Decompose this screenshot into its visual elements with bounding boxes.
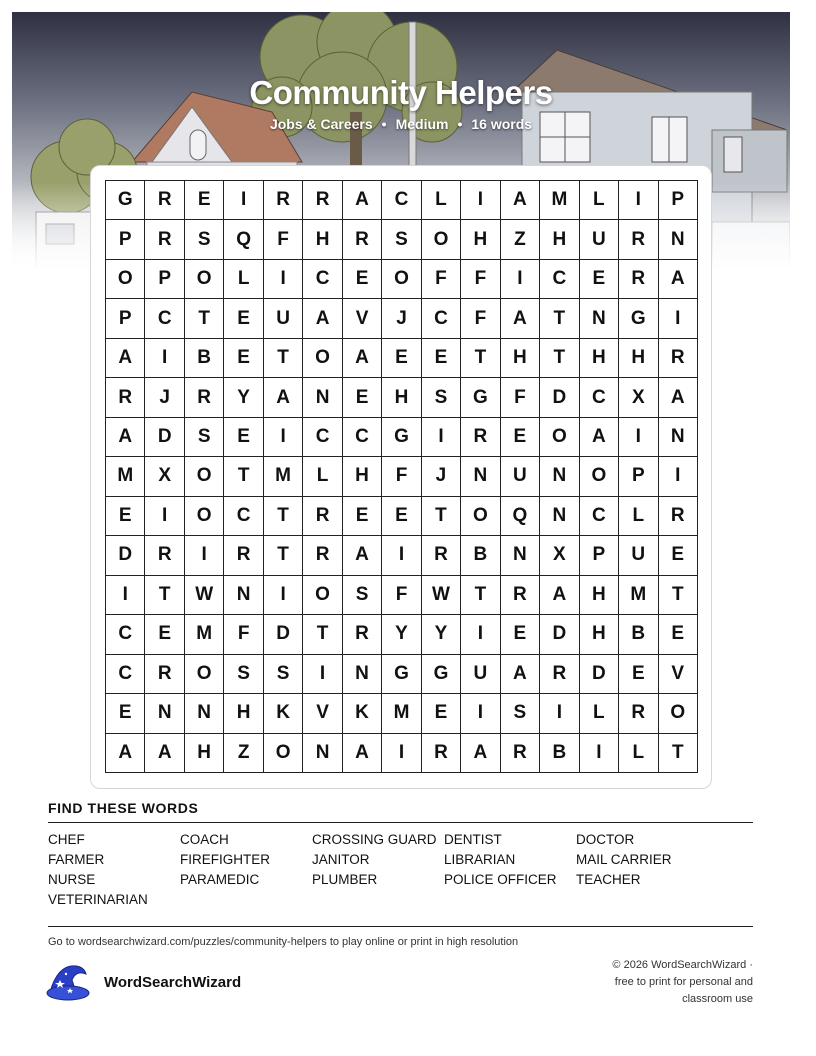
category-label: Jobs & Careers (269, 116, 373, 132)
grid-cell[interactable]: R (422, 536, 461, 575)
word-list-item: NURSE (48, 872, 96, 887)
grid-cell[interactable]: A (343, 181, 382, 220)
grid-cell[interactable]: T (145, 576, 184, 615)
grid-cell[interactable]: B (185, 339, 224, 378)
grid-cell[interactable]: D (145, 418, 184, 457)
grid-cell[interactable]: E (145, 615, 184, 654)
grid-cell[interactable]: C (382, 181, 421, 220)
grid-cell[interactable]: I (145, 339, 184, 378)
grid-cell[interactable]: H (461, 220, 500, 259)
grid-cell[interactable]: R (501, 576, 540, 615)
grid-cell[interactable]: I (659, 299, 698, 338)
grid-cell[interactable]: H (580, 615, 619, 654)
grid-cell[interactable]: H (224, 694, 263, 733)
grid-cell[interactable]: F (224, 615, 263, 654)
grid-cell[interactable]: X (619, 378, 658, 417)
grid-cell[interactable]: C (540, 260, 579, 299)
grid-cell[interactable]: O (422, 220, 461, 259)
grid-cell[interactable]: Y (382, 615, 421, 654)
word-list-item: LIBRARIAN (444, 852, 516, 867)
grid-cell[interactable]: I (461, 181, 500, 220)
grid-cell[interactable]: I (303, 655, 342, 694)
grid-cell[interactable]: N (303, 734, 342, 773)
grid-cell[interactable]: T (224, 457, 263, 496)
grid-cell[interactable]: E (224, 418, 263, 457)
word-list-item: COACH (180, 832, 229, 847)
grid-cell[interactable]: G (382, 418, 421, 457)
grid-cell[interactable]: E (382, 339, 421, 378)
grid-cell[interactable]: I (619, 418, 658, 457)
grid-cell[interactable]: I (264, 576, 303, 615)
grid-cell[interactable]: R (303, 497, 342, 536)
grid-cell[interactable]: C (303, 418, 342, 457)
word-count-label: 16 words (471, 116, 533, 132)
word-list-item: DENTIST (444, 832, 502, 847)
grid-cell[interactable]: A (106, 339, 145, 378)
grid-cell[interactable]: M (540, 181, 579, 220)
play-online-link[interactable]: Go to wordsearchwizard.com/puzzles/community-helpers to play online or print in high resolution (48, 936, 519, 948)
grid-cell[interactable]: S (343, 576, 382, 615)
grid-cell[interactable]: J (382, 299, 421, 338)
grid-cell[interactable]: L (619, 734, 658, 773)
wizard-hat-icon (46, 962, 92, 1002)
grid-cell[interactable]: L (422, 181, 461, 220)
grid-cell[interactable]: Q (501, 497, 540, 536)
grid-cell[interactable]: T (264, 497, 303, 536)
grid-cell[interactable]: M (382, 694, 421, 733)
grid-cell[interactable]: T (659, 734, 698, 773)
grid-cell[interactable]: T (264, 339, 303, 378)
grid-cell[interactable]: C (106, 615, 145, 654)
grid-cell[interactable]: H (619, 339, 658, 378)
grid-cell[interactable]: E (619, 655, 658, 694)
grid-cell[interactable]: A (145, 734, 184, 773)
grid-cell[interactable]: O (303, 576, 342, 615)
grid-cell[interactable]: M (106, 457, 145, 496)
grid-cell[interactable]: U (264, 299, 303, 338)
copyright-line: free to print for personal and (614, 976, 753, 988)
grid-cell[interactable]: O (264, 734, 303, 773)
grid-cell[interactable]: S (185, 418, 224, 457)
word-list-item: FIREFIGHTER (180, 852, 270, 867)
grid-cell[interactable]: F (461, 299, 500, 338)
grid-cell[interactable]: E (382, 497, 421, 536)
grid-cell[interactable]: A (501, 299, 540, 338)
grid-cell[interactable]: R (185, 378, 224, 417)
grid-cell[interactable]: I (540, 694, 579, 733)
grid-cell[interactable]: R (619, 694, 658, 733)
grid-cell[interactable]: E (659, 536, 698, 575)
word-list-item: VETERINARIAN (48, 892, 148, 907)
grid-cell[interactable]: L (224, 260, 263, 299)
grid-cell[interactable]: R (224, 536, 263, 575)
grid-cell[interactable]: S (382, 220, 421, 259)
puzzle-card (90, 165, 712, 789)
grid-cell[interactable]: V (343, 299, 382, 338)
grid-cell[interactable]: P (619, 457, 658, 496)
grid-cell[interactable]: C (580, 497, 619, 536)
grid-cell[interactable]: E (422, 339, 461, 378)
grid-cell[interactable]: P (106, 220, 145, 259)
grid-cell[interactable]: H (185, 734, 224, 773)
grid-cell[interactable]: D (540, 615, 579, 654)
grid-cell[interactable]: A (501, 181, 540, 220)
grid-cell[interactable]: R (145, 220, 184, 259)
grid-cell[interactable]: I (224, 181, 263, 220)
page-title: Community Helpers (249, 74, 553, 111)
grid-cell[interactable]: R (501, 734, 540, 773)
grid-cell[interactable]: F (264, 220, 303, 259)
grid-cell[interactable]: I (106, 576, 145, 615)
word-list-item: PLUMBER (312, 872, 378, 887)
grid-cell[interactable]: A (106, 734, 145, 773)
grid-cell[interactable]: T (540, 339, 579, 378)
brand-name: WordSearchWizard (104, 973, 242, 991)
grid-cell[interactable]: L (619, 497, 658, 536)
grid-cell[interactable]: R (619, 260, 658, 299)
grid-cell[interactable]: F (461, 260, 500, 299)
word-list-item: TEACHER (576, 872, 641, 887)
grid-cell[interactable]: B (540, 734, 579, 773)
grid-cell[interactable]: R (343, 220, 382, 259)
word-list-item: PARAMEDIC (180, 872, 260, 887)
grid-cell[interactable]: R (264, 181, 303, 220)
grid-cell[interactable]: D (580, 655, 619, 694)
grid-cell[interactable]: H (303, 220, 342, 259)
grid-cell[interactable]: A (501, 655, 540, 694)
grid-cell[interactable]: T (461, 339, 500, 378)
grid-cell[interactable]: O (461, 497, 500, 536)
grid-cell[interactable]: F (422, 260, 461, 299)
word-list-item: POLICE OFFICER (444, 872, 557, 887)
grid-cell[interactable]: R (106, 378, 145, 417)
grid-cell[interactable]: S (224, 655, 263, 694)
grid-cell[interactable]: A (540, 576, 579, 615)
grid-cell[interactable]: I (145, 497, 184, 536)
grid-cell[interactable]: F (382, 457, 421, 496)
divider (48, 822, 753, 823)
grid-cell[interactable]: B (619, 615, 658, 654)
grid-cell[interactable]: W (185, 576, 224, 615)
grid-cell[interactable]: J (145, 378, 184, 417)
grid-cell[interactable]: S (501, 694, 540, 733)
grid-cell[interactable]: X (540, 536, 579, 575)
grid-cell[interactable]: G (619, 299, 658, 338)
grid-cell[interactable]: H (501, 339, 540, 378)
grid-cell[interactable]: E (343, 260, 382, 299)
grid-cell[interactable]: A (659, 378, 698, 417)
grid-cell[interactable]: G (382, 655, 421, 694)
grid-cell[interactable]: T (659, 576, 698, 615)
grid-cell[interactable]: E (106, 694, 145, 733)
grid-cell[interactable]: H (382, 378, 421, 417)
grid-cell[interactable]: L (303, 457, 342, 496)
grid-cell[interactable]: E (580, 260, 619, 299)
grid-cell[interactable]: H (540, 220, 579, 259)
grid-cell[interactable]: A (264, 378, 303, 417)
grid-cell[interactable]: K (343, 694, 382, 733)
grid-cell[interactable]: A (580, 418, 619, 457)
grid-cell[interactable]: F (501, 378, 540, 417)
grid-cell[interactable]: L (580, 694, 619, 733)
grid-cell[interactable]: R (145, 181, 184, 220)
grid-cell[interactable]: O (185, 457, 224, 496)
grid-cell[interactable]: T (422, 497, 461, 536)
grid-cell[interactable]: R (145, 655, 184, 694)
grid-cell[interactable]: H (343, 457, 382, 496)
letter-grid[interactable] (105, 180, 698, 773)
grid-cell[interactable]: C (422, 299, 461, 338)
grid-cell[interactable]: N (580, 299, 619, 338)
grid-cell[interactable]: R (303, 536, 342, 575)
grid-cell[interactable]: D (264, 615, 303, 654)
grid-cell[interactable]: O (540, 418, 579, 457)
grid-cell[interactable]: P (106, 299, 145, 338)
grid-cell[interactable]: P (659, 181, 698, 220)
grid-cell[interactable]: I (264, 260, 303, 299)
grid-cell[interactable]: E (224, 339, 263, 378)
word-list-item: JANITOR (312, 852, 370, 867)
grid-cell[interactable]: P (580, 536, 619, 575)
grid-cell[interactable]: U (501, 457, 540, 496)
grid-cell[interactable]: D (106, 536, 145, 575)
grid-cell[interactable]: U (580, 220, 619, 259)
grid-cell[interactable]: L (580, 181, 619, 220)
grid-cell[interactable]: I (619, 181, 658, 220)
grid-cell[interactable]: N (501, 536, 540, 575)
grid-cell[interactable]: G (422, 655, 461, 694)
grid-cell[interactable]: J (422, 457, 461, 496)
grid-cell[interactable]: E (185, 181, 224, 220)
grid-cell[interactable]: S (185, 220, 224, 259)
grid-cell[interactable]: T (540, 299, 579, 338)
grid-cell[interactable]: C (343, 418, 382, 457)
grid-cell[interactable]: I (580, 734, 619, 773)
grid-cell[interactable]: S (422, 378, 461, 417)
grid-cell[interactable]: I (501, 260, 540, 299)
grid-cell[interactable]: T (264, 536, 303, 575)
grid-cell[interactable]: N (540, 497, 579, 536)
brand-logo (46, 962, 241, 1002)
copyright-line: © 2026 WordSearchWizard · (612, 959, 753, 971)
grid-cell[interactable]: N (659, 418, 698, 457)
word-list-item: CHEF (48, 832, 85, 847)
grid-cell[interactable]: I (264, 418, 303, 457)
grid-cell[interactable]: S (264, 655, 303, 694)
grid-cell[interactable]: W (422, 576, 461, 615)
grid-cell[interactable]: I (185, 536, 224, 575)
puzzle-meta (12, 116, 790, 132)
grid-cell[interactable]: O (303, 339, 342, 378)
grid-cell[interactable]: X (145, 457, 184, 496)
grid-cell[interactable]: A (659, 260, 698, 299)
grid-cell[interactable]: Z (501, 220, 540, 259)
grid-cell[interactable]: N (224, 576, 263, 615)
grid-cell[interactable]: N (540, 457, 579, 496)
grid-cell[interactable]: K (264, 694, 303, 733)
grid-cell[interactable]: Y (224, 378, 263, 417)
grid-cell[interactable]: V (303, 694, 342, 733)
grid-cell[interactable]: C (145, 299, 184, 338)
grid-cell[interactable]: E (343, 497, 382, 536)
grid-cell[interactable]: E (659, 615, 698, 654)
grid-cell[interactable]: O (185, 655, 224, 694)
grid-cell[interactable]: O (106, 260, 145, 299)
grid-cell[interactable]: G (461, 378, 500, 417)
grid-cell[interactable]: A (461, 734, 500, 773)
grid-cell[interactable]: Y (422, 615, 461, 654)
grid-cell[interactable]: R (659, 339, 698, 378)
grid-cell[interactable]: R (461, 418, 500, 457)
grid-cell[interactable]: A (343, 339, 382, 378)
word-list (48, 832, 708, 908)
grid-cell[interactable]: U (619, 536, 658, 575)
grid-cell[interactable]: A (343, 734, 382, 773)
grid-cell[interactable]: H (580, 339, 619, 378)
copyright-line: classroom use (682, 993, 753, 1005)
grid-cell[interactable]: N (343, 655, 382, 694)
grid-cell[interactable]: O (185, 260, 224, 299)
grid-cell[interactable]: G (106, 181, 145, 220)
grid-cell[interactable]: I (382, 536, 421, 575)
grid-cell[interactable]: T (185, 299, 224, 338)
word-list-item: DOCTOR (576, 832, 635, 847)
word-list-heading: FIND THESE WORDS (48, 800, 199, 816)
grid-cell[interactable]: R (540, 655, 579, 694)
grid-cell[interactable]: R (619, 220, 658, 259)
grid-cell[interactable]: M (264, 457, 303, 496)
meta-separator: • (457, 116, 463, 132)
grid-cell[interactable]: A (343, 536, 382, 575)
grid-cell[interactable]: E (343, 378, 382, 417)
grid-cell[interactable]: U (461, 655, 500, 694)
grid-cell[interactable]: I (461, 615, 500, 654)
grid-cell[interactable]: B (461, 536, 500, 575)
grid-cell[interactable]: I (461, 694, 500, 733)
grid-cell[interactable]: V (659, 655, 698, 694)
grid-cell[interactable]: O (382, 260, 421, 299)
word-list-item: FARMER (48, 852, 105, 867)
grid-cell[interactable]: T (303, 615, 342, 654)
grid-cell[interactable]: E (422, 694, 461, 733)
grid-cell[interactable]: M (619, 576, 658, 615)
meta-separator: • (381, 116, 387, 132)
difficulty-label: Medium (395, 116, 449, 132)
grid-cell[interactable]: A (303, 299, 342, 338)
grid-cell[interactable]: O (185, 497, 224, 536)
grid-cell[interactable]: E (501, 418, 540, 457)
grid-cell[interactable]: E (501, 615, 540, 654)
grid-cell[interactable]: Q (224, 220, 263, 259)
grid-cell[interactable]: D (540, 378, 579, 417)
grid-cell[interactable]: N (303, 378, 342, 417)
grid-cell[interactable]: M (185, 615, 224, 654)
word-list-item: MAIL CARRIER (576, 852, 672, 867)
grid-cell[interactable]: O (659, 694, 698, 733)
grid-cell[interactable]: N (145, 694, 184, 733)
grid-cell[interactable]: R (422, 734, 461, 773)
grid-cell[interactable]: R (343, 615, 382, 654)
word-list-item: CROSSING GUARD (312, 832, 437, 847)
grid-cell[interactable]: P (145, 260, 184, 299)
grid-cell[interactable]: C (106, 655, 145, 694)
grid-cell[interactable]: I (382, 734, 421, 773)
grid-cell[interactable]: I (422, 418, 461, 457)
grid-cell[interactable]: E (224, 299, 263, 338)
grid-cell[interactable]: R (145, 536, 184, 575)
grid-cell[interactable]: R (303, 181, 342, 220)
grid-cell[interactable]: C (303, 260, 342, 299)
grid-cell[interactable]: N (659, 220, 698, 259)
grid-cell[interactable]: O (580, 457, 619, 496)
grid-cell[interactable]: R (659, 497, 698, 536)
grid-cell[interactable]: A (106, 418, 145, 457)
grid-cell[interactable]: N (185, 694, 224, 733)
grid-cell[interactable]: C (580, 378, 619, 417)
copyright-notice (563, 957, 753, 1008)
grid-cell[interactable]: I (659, 457, 698, 496)
divider (48, 926, 753, 927)
grid-cell[interactable]: C (224, 497, 263, 536)
grid-cell[interactable]: E (106, 497, 145, 536)
grid-cell[interactable]: T (461, 576, 500, 615)
grid-cell[interactable]: F (382, 576, 421, 615)
grid-cell[interactable]: Z (224, 734, 263, 773)
grid-cell[interactable]: N (461, 457, 500, 496)
grid-cell[interactable]: H (580, 576, 619, 615)
